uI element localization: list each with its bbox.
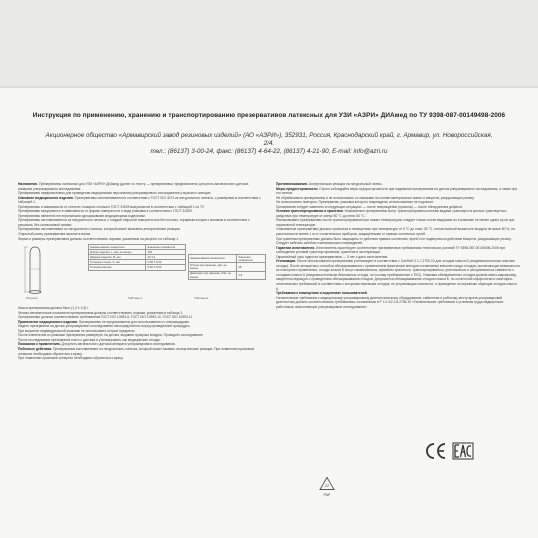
paragraph-text: Надеть презерватив на датчик ультразвукового исследования непосредственно перед проведением процедуры. [18,324,191,329]
paragraph [18,237,262,242]
table-cell: Давление при разрыве, кПа, не менее [189,271,237,279]
paragraph-text: Масса презерватива должна быть (1,3 ± 0,3) г. [18,306,89,311]
paragraph-text: Презервативы изготавливаются в соответствии с ГОСТ ISO 4074 из натурального латекса, с размерами в соответствии с таблицей 1. [18,195,261,205]
table1-header: Наименование показателя [89,245,146,250]
paragraph-text: Физико-механические показатели презервативов должны соответствовать нормам, указанным в таблице 2. [18,310,184,315]
table1-caption: Таблица 1 [128,296,143,301]
paragraph-text: При хранении презервативы должны быть защищены от действия прямых солнечных лучей и не подвергаться действию веществ, разрушающих резину. Следует избегать изгибов и механических повреждений. [276,236,512,246]
paragraph-text: Не обрабатывать презервативы и не использовать со смазками на основе минеральных масел и веществ, разрушающих резину. [276,195,475,200]
paragraph-text: После извлечения из упаковки презерватив развернуть на датчик, выдавив пузырьки воздуха. Проводить исследование. [18,333,204,338]
table1-row [89,265,186,270]
paragraph-heading: Требования к помещению и подготовке пользователей. [276,291,368,296]
paragraph-text: Для ректо-вагинального датчика аппарата ультразвукового исследования. [60,342,176,347]
paragraph-text: Строго соблюдайте меры предосторожности при надевании презерватива на датчик ультразвукового исследования, а также при его снятии. [276,186,518,196]
paragraph-heading: Меры предосторожности. [276,186,319,191]
paragraph-heading: Применение медицинского изделия. [18,319,78,324]
figure-zone [18,244,262,302]
paragraph-text: Презервативы должны соответствовать требованиям ГОСТ ISO 10993-5, ГОСТ ISO 10993-10, ГОСТ ISO 10993-11. [18,315,194,320]
paragraph [18,182,262,191]
left-after [18,306,262,361]
paragraph [276,259,520,291]
recycle-mark [318,476,336,500]
paragraph [276,209,520,218]
company-info [40,132,498,157]
paragraph [276,227,520,236]
table-cell: 0,06 ± 0,02 [146,260,186,265]
paragraph-text: Гарантийный срок годности презервативов — 5 лет с даты изготовления. [276,254,389,259]
paragraph-heading: Побочные действия. [18,347,53,352]
left-intro [18,182,262,241]
paragraph [276,218,520,227]
condom-drawing [22,244,48,296]
paragraph-text: Изготовитель гарантирует соответствие презервативов требованиям технических условий ТУ 9398-087-00149498-2006 при соблюдении условий транспортирования, хранения и эксплуатации. [276,245,506,255]
table2-header: Наименование показателя [189,255,237,263]
recycle-code: PAP [323,493,331,497]
table-2 [188,254,266,280]
table2-row [189,271,266,279]
paragraph-text: После исследования презерватив снять с датчика и утилизировать как медицинские отходы. [18,337,161,342]
paragraph-text: Презервативы изготавливают из натурального латекса, который может вызывать аллергические реакции. [18,227,181,232]
table2-header: Значение показателя [237,255,266,263]
paragraph-text: Презервативы изготавливаются из натурального латекса, с гладкой открытой поверхностью без полосы, торцевым концом с валиком в соответствии с рисунком, без силиконовой смазки. [18,218,250,227]
table-cell: Длина изделия, L, мм, не менее [89,250,146,255]
paragraph-text: Презерватив следует заменить в следующих ситуациях — после повреждения (прокола) — после обнаружения дефекта. [276,204,464,209]
paragraph-text: Презервативы изготавливают из натурального латекса, который может вызвать аллергические реакции. При появлении признаков аллергии необходимо обратиться к врачу. [18,347,255,356]
paragraph [276,246,520,255]
company-address: Акционерное общество «Армавирский завод резиновых изделий» (АО «АЗРИ»), 352931, Россия, Краснодарский край, г. Армавир, ул. Новороссийская, 2/4. [45,132,493,148]
paragraph [18,196,262,205]
table1-header: Значение показателя [146,245,186,250]
paragraph-heading: Описание медицинского изделия. [18,195,74,200]
paragraph-text: После использования презервативы утилизируют в соответствии с СанПиН 2.1.7.2790-10 для отходов класса Б (эпидемиологически опасные отходы). После аппаратных способов обеззараживания с применением физических методов и изменения внешнего вида отходов, исключающих возможность их повторного применения, отходы класса Б могут накапливаться, временно храниться, транспортироваться, уничтожаться и захораниваться совместно с отходами класса А (эпидемиологически безопасные отходы, по составу приближенные к ТБО). Упаковка обезвреженных отходов должна иметь маркировку, свидетельствующую о проведенном обеззараживании отходов. Допускается обеззараживание отходов класса Б, по остаточной морфологии и санитарно-гигиенических требований, в соответствии с которыми перевозка отходов, не устраняющая опасности, и проведение по перевозке образцов отходов класса А. [276,259,520,291]
paragraph-heading: Противопоказания. [276,182,308,186]
paragraph [276,237,520,246]
table-cell: 40 ± 2 [146,255,186,260]
right-column [276,182,520,309]
left-column [18,182,262,361]
table2-caption: Таблица 2 [194,296,209,301]
paragraph-text: Гигиенические требования к медицинскому ультразвуковому диагностическому оборудованию, кабинетам и рабочему месту врача ультразвуковой диагностики должны соответствовать требованиям, изложенным в Р 2.2.4/2.2.8.2756-10 «Гигиенические требования к условиям труда медицинских работников, выполняющих ультразвуковые исследования». [276,295,504,309]
paragraph-heading: Условия транспортирования и хранения. [276,209,344,214]
paragraph-text: Распаковывать презервативы после транспортирования при низких температурах следует только после выдержки их в упаковке не менее одних суток при нормальной температуре. [276,218,515,227]
paragraph-text: Не использовать повторно. Презерватив, упаковка которого повреждена, использованию не подлежит. [276,200,434,205]
paragraph [276,187,520,196]
paragraph-text: При появлении признаков аллергии необходимо обратиться к врачу. [18,356,124,361]
paragraph-text: Презервативы являются нестерильными одноразовыми медицинскими изделиями. [18,213,146,218]
right-paragraphs [276,182,520,309]
paragraph [18,356,262,361]
figure-caption: Рисунок [26,296,38,301]
table2-row [189,263,266,271]
paragraph-heading: Назначение. [18,182,39,186]
paragraph-heading: Гарантии изготовителя. [276,245,316,250]
table-cell: Толщина валика [89,265,146,270]
paragraph-text: При вскрытии индивидуальной упаковки не использовать острые предметы. [18,328,136,333]
company-contacts: тел.: (86137) 3-00-24, факс: (86137) 4-64-22, (86137) 4-21-90, E-mail: info@azri.ru [150,148,388,156]
paragraph-heading: Показания к применению. [18,342,61,347]
eac-label: EAC [452,442,455,443]
paragraph-text: Презервативы выпускаются в зависимости от формы поверхности и вида упаковки в соответствии с ГОСТ 31509. [18,209,193,214]
paragraph [276,296,520,310]
paragraph-text: Упакованные презервативы могут транспортироваться всеми видами транспорта в крытых транспортных средствах при температуре от минус 50 °С до плюс 50 °С. [276,209,507,218]
eac-mark-icon [452,442,474,460]
recycle-number: 22 [325,484,329,488]
paragraph-text: Аллергическая реакция на натуральный латекс. [307,182,383,186]
paragraph-heading: Утилизация. [276,259,297,264]
table-cell: Объем при разрыве, дм³, не менее [189,263,237,271]
table-1 [88,244,186,270]
paragraph-text: Презервативы не предназначены для использования со спермицидами. [77,319,190,324]
paragraph [18,218,262,227]
table-cell: 1,0 [237,271,266,279]
paragraph-text: Упакованные презервативы должны храниться в помещениях при температуре от 5 °С до плюс 25 °С, относительной влажности воздуха не выше 80 %, на расстоянии не менее 1 м от отопительных приборов, защищёнными от прямых солнечных лучей. [276,227,515,237]
ce-label: CE [424,442,426,443]
document-title: Инструкция по применению, хранению и транспортированию презервативов латексных для УЗИ «АЗРИ» ДИАмед по ТУ 9398-087-00149498-2006 [32,112,506,119]
table-cell: Толщина стенки, S, мм [89,260,146,265]
table-cell: Ширина изделия, В, мм [89,255,146,260]
table-cell: 18 [237,263,266,271]
paragraph-text: Форма и размеры презервативов должны соответствовать нормам, указанным на рисунке и в таблице 1. [18,236,180,241]
ce-mark-icon [424,442,448,460]
paragraph-text: Презервативы в зависимости от степени толщины согласно ГОСТ 31509 выпускаются в соответствии с таблицей 1 по ТУ. [18,204,205,209]
paragraph-text: Открытый конец презерватива закатан в валик. [18,232,91,237]
paragraph-text: Презервативы латексные для УЗИ «АЗРИ» ДИАмед (далее по тексту — презервативы) предназначены для ректо-вагинального датчика аппарата ультразвукового исследования. [18,182,249,191]
paragraph-text: Презервативы предназначены для проведения медицинским персоналом ультразвукового исследования у мужчин и женщин. [18,191,212,196]
table-cell: 160 [146,250,186,255]
paragraph [18,347,262,356]
certification-marks [304,440,474,468]
table-cell: 0,06 ± 0,02 [146,265,186,270]
